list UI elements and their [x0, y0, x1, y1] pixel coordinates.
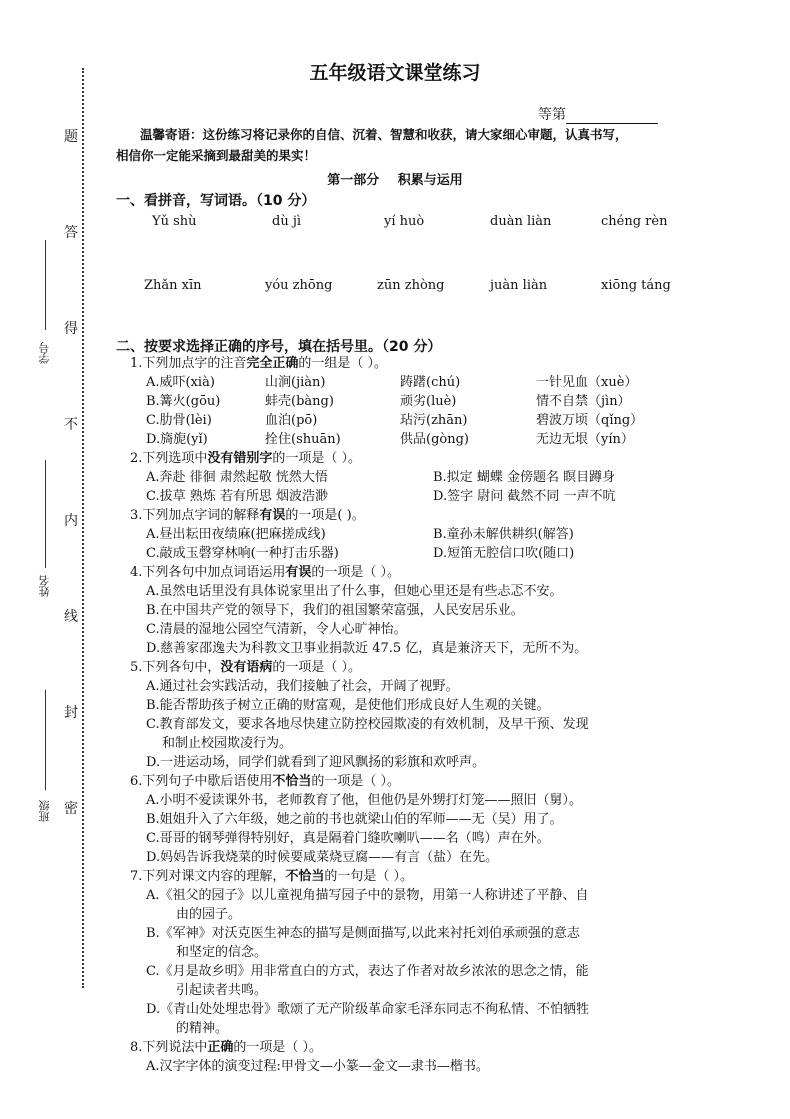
stem-text: 1.下列加点字的注音: [130, 356, 247, 371]
stem-text: 3.下列加点字词的解释: [130, 508, 260, 523]
option-cell: A.威吓(xià): [146, 375, 215, 390]
option-cell: 顽劣(luè): [400, 394, 457, 409]
student-id-label: 学号: [38, 342, 51, 364]
section-2-title: 二、按要求选择正确的序号，填在括号里。（20 分）: [116, 339, 442, 355]
stem-text: 的一项是（ ）。: [311, 565, 401, 580]
option-line: D.《青山处处埋忠骨》歌颂了无产阶级革命家毛泽东同志不徇私情、不怕牺牲: [146, 1002, 590, 1017]
option-cell: A.昼出耘田夜绩麻(把麻搓成线): [146, 527, 326, 542]
seal-char: 答: [64, 225, 78, 241]
stem-emphasis: 没有错别字: [207, 451, 273, 466]
option-cell: D.签字 尉问 截然不同 一声不吭: [433, 489, 616, 504]
option-cell: D.旖旎(yǐ): [146, 432, 208, 447]
question-7-stem: [130, 868, 413, 886]
intro-line: 相信你一定能采摘到最甜美的果实！: [116, 148, 317, 163]
option-line: B.姐姐升入了六年级，她之前的书也就梁山伯的军师——无（吴）用了。: [146, 812, 563, 827]
seal-char: 密: [64, 801, 78, 817]
option-line: B.能否帮助孩子树立正确的财富观，是使他们形成良好人生观的关键。: [146, 698, 550, 713]
stem-text: 的一项是（ ）。: [272, 660, 362, 675]
intro-message: [116, 124, 696, 166]
option-line: 的精神。: [176, 1021, 229, 1036]
grade-field: [538, 104, 658, 124]
option-cell: 血泊(pō): [265, 413, 318, 428]
seal-char: 题: [64, 129, 78, 145]
question-6-stem: [130, 773, 400, 791]
stem-emphasis: 不恰当: [272, 774, 312, 789]
option-cell: C.拔草 熟炼 若有所思 烟波浩渺: [146, 489, 329, 504]
option-line: A.小明不爱读课外书，老师教育了他，但他仍是外甥打灯笼——照旧（舅）。: [146, 793, 583, 808]
option-cell: B.拟定 蝴蝶 金傍题名 瞑目蹲身: [433, 470, 616, 485]
part-title: 第一部分 积累与运用: [327, 173, 463, 188]
option-line: 和坚定的信念。: [176, 945, 268, 960]
pinyin-item: Yǔ shù: [152, 214, 197, 229]
stem-emphasis: 正确: [207, 1040, 234, 1055]
stem-emphasis: 不恰当: [285, 869, 325, 884]
pinyin-item: yóu zhōng: [265, 278, 333, 293]
name-label: 姓名: [38, 575, 51, 597]
option-line: C.教育部发文，要求各地尽快建立防控校园欺凌的有效机制，及早干预、发现: [146, 717, 589, 732]
stem-text: 8.下列说法中: [130, 1040, 208, 1055]
page-title: 五年级语文课堂练习: [309, 62, 481, 84]
stem-text: 6.下列句子中歇后语使用: [130, 774, 273, 789]
pinyin-item: xiōng táng: [601, 278, 671, 293]
option-line: D.妈妈告诉我烧菜的时候要咸菜烧豆腐——有言（盐）在先。: [146, 850, 499, 865]
stem-text: 的一组是（ ）。: [298, 356, 388, 371]
option-line: C.哥哥的钢琴弹得特别好，真是隔着门缝吹喇叭——名（鸣）声在外。: [146, 831, 550, 846]
stem-text: 的一项是（ ）。: [233, 1040, 323, 1055]
question-2-stem: [130, 450, 361, 468]
pinyin-item: yí huò: [384, 214, 425, 229]
option-line: 由的园子。: [176, 907, 242, 922]
stem-text: 的一项是( )。: [285, 508, 365, 523]
question-8-stem: [130, 1039, 322, 1057]
seal-char: 线: [64, 609, 78, 625]
option-cell: 无边无垠（yín）: [536, 432, 634, 447]
option-line: B.在中国共产党的领导下，我们的祖国繁荣富强，人民安居乐业。: [146, 603, 524, 618]
option-cell: D.短笛无腔信口吹(随口): [433, 546, 575, 561]
option-line: C.《月是故乡明》用非常直白的方式，表达了作者对故乡浓浓的思念之情，能: [146, 964, 589, 979]
pinyin-item: dù jì: [272, 214, 302, 229]
option-line: A.通过社会实践活动，我们接触了社会，开阔了视野。: [146, 679, 459, 694]
seal-char: 不: [64, 417, 78, 433]
option-cell: 供品(gòng): [400, 432, 469, 447]
stem-text: 7.下列对课文内容的理解，: [130, 869, 286, 884]
option-cell: 山涧(jiàn): [265, 375, 326, 390]
student-id-line: [45, 240, 46, 330]
grade-blank[interactable]: [566, 110, 658, 124]
stem-emphasis: 完全正确: [246, 356, 299, 371]
stem-emphasis: 有误: [285, 565, 312, 580]
option-line: D.慈善家邵逸夫为科教文卫事业捐款近 47.5 亿，真是兼济天下，无所不为。: [146, 641, 588, 656]
option-line: A.虽然电话里没有具体说家里出了什么事，但她心里还是有些忐忑不安。: [146, 584, 563, 599]
seal-char: 得: [64, 321, 78, 337]
option-cell: 一针见血（xuè）: [536, 375, 638, 390]
stem-text: 4.下列各句中加点词语运用: [130, 565, 286, 580]
stem-text: 的一项是（ ）。: [311, 774, 401, 789]
grade-label: 等第: [538, 107, 566, 123]
option-line: B.《军神》对沃克医生神态的描写是侧面描写,以此来衬托刘伯承顽强的意志: [146, 926, 580, 941]
option-line: D.一进运动场，同学们就看到了迎风飘扬的彩旗和欢呼声。: [146, 755, 486, 770]
pinyin-item: duàn liàn: [490, 214, 552, 229]
option-cell: 踌躇(chú): [400, 375, 461, 390]
option-line: 和制止校园欺凌行为。: [162, 736, 293, 751]
option-cell: A.奔赴 徘徊 肃然起敬 恍然大悟: [146, 470, 328, 485]
seal-char: 内: [64, 513, 78, 529]
option-cell: 玷污(zhān): [400, 413, 468, 428]
seal-char: 封: [64, 705, 78, 721]
stem-text: 5.下列各句中，: [130, 660, 221, 675]
option-line: A.汉字字体的演变过程:甲骨文—小篆—金文—隶书—楷书。: [146, 1059, 489, 1074]
stem-text: 的一句是（ ）。: [324, 869, 414, 884]
question-4-stem: [130, 564, 400, 582]
question-5-stem: [130, 659, 361, 677]
pinyin-item: chéng rèn: [601, 214, 668, 229]
pinyin-item: Zhǎn xīn: [144, 278, 202, 293]
option-line: C.清晨的湿地公园空气清新，令人心旷神怡。: [146, 622, 407, 637]
option-cell: 蚌壳(bàng): [265, 394, 334, 409]
question-3-stem: [130, 507, 365, 525]
pinyin-item: juàn liàn: [490, 278, 548, 293]
option-cell: C.肋骨(lèi): [146, 413, 212, 428]
option-cell: 情不自禁（jìn）: [536, 394, 631, 409]
stem-text: 的一项是（ ）。: [272, 451, 362, 466]
intro-line: 温馨寄语：这份练习将记录你的自信、沉着、智慧和收获，请大家细心审题，认真书写，: [140, 127, 628, 142]
question-1-stem: [130, 355, 387, 373]
option-cell: 碧波万顷（qǐng）: [536, 413, 644, 428]
option-cell: 拴住(shuān): [265, 432, 341, 447]
name-line: [45, 460, 46, 568]
option-line: A.《祖父的园子》以儿童视角描写园子中的景物，用第一人称讲述了平静、自: [146, 888, 589, 903]
option-cell: C.敲成玉磬穿林响(一种打击乐器): [146, 546, 339, 561]
option-line: 引起读者共鸣。: [176, 983, 268, 998]
stem-text: 2.下列选项中: [130, 451, 208, 466]
class-label: 班级: [38, 800, 51, 822]
stem-emphasis: 有误: [259, 508, 286, 523]
section-1-title: 一、看拼音，写词语。（10 分）: [116, 193, 316, 209]
option-cell: B.童孙未解供耕织(解答): [433, 527, 574, 542]
stem-emphasis: 没有语病: [220, 660, 273, 675]
pinyin-item: zūn zhòng: [377, 278, 445, 293]
class-line: [45, 690, 46, 790]
option-cell: B.篝火(gōu): [146, 394, 221, 409]
binding-dotted-line: [82, 68, 84, 988]
